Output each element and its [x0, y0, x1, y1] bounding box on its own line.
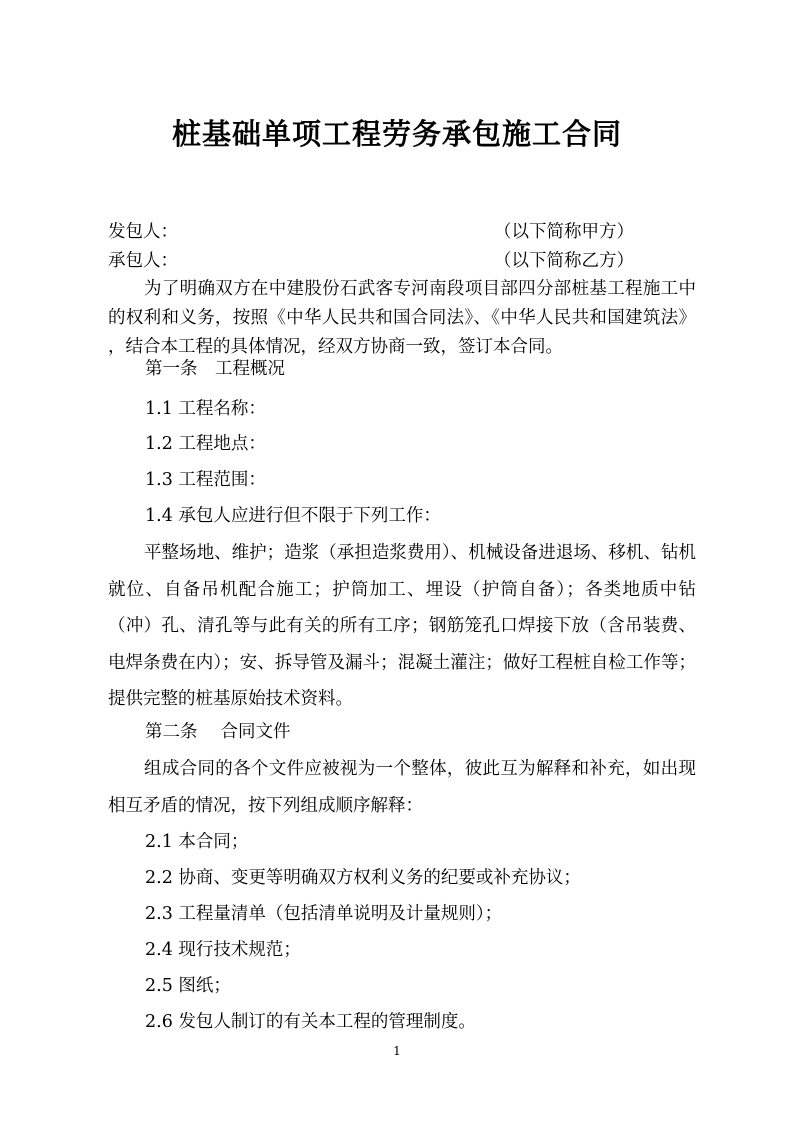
article2-item-1: 2.1 本合同； — [145, 832, 249, 852]
contractor-label: 承包人： — [108, 251, 178, 271]
contractor-alias: （以下简称乙方） — [494, 251, 634, 271]
employer-alias: （以下简称甲方） — [494, 222, 634, 242]
page-number: 1 — [393, 1044, 401, 1058]
article1-heading: 第一条 工程概况 — [145, 359, 285, 379]
article2-item-4: 2.4 现行技术规范； — [145, 940, 301, 960]
article2-item-2: 2.2 协商、变更等明确双方权利义务的纪要或补充协议； — [145, 868, 581, 888]
article1-item-2: 1.2 工程地点： — [145, 434, 266, 454]
article2-item-5: 2.5 图纸； — [145, 976, 231, 996]
intro-paragraph: 为了明确双方在中建股份石武客专河南段项目部四分部桩基工程施工中的权利和义务，按照《中华人民共和国合同法》、《中华人民共和国建筑法》 ，结合本工程的具体情况，经双方协商一致，签订本合同。 — [108, 279, 696, 357]
article2-item-3: 2.3 工程量清单（包括清单说明及计量规则）； — [145, 904, 503, 924]
article1-item-1: 1.1 工程名称： — [145, 399, 266, 419]
document-title: 桩基础单项工程劳务承包施工合同 — [171, 117, 622, 151]
article2-item-6: 2.6 发包人制订的有关本工程的管理制度。 — [145, 1012, 476, 1032]
employer-label: 发包人： — [108, 222, 178, 242]
article2-intro-paragraph: 组成合同的各个文件应被视为一个整体，彼此互为解释和补充，如出现相互矛盾的情况，按下列组成顺序解释： — [108, 759, 696, 816]
work-scope-paragraph: 平整场地、维护；造浆（承担造浆费用）、机械设备进退场、移机、钻机就位、自备吊机配合施工；护筒加工、埋设（护筒自备）；各类地质中钻（冲）孔、清孔等与此有关的所有工序；钢筋笼孔口焊接下放（含吊装费、电焊条费在内）；安、拆导管及漏斗；混凝土灌注；做好工程桩自检工作等；提供完整的桩基原始技术资料。 — [108, 543, 696, 710]
employer-row — [108, 218, 694, 246]
article2-heading: 第二条 合同文件 — [145, 722, 291, 742]
article1-item-3: 1.3 工程范围： — [145, 470, 266, 490]
contractor-row — [108, 247, 694, 275]
article1-item-4: 1.4 承包人应进行但不限于下列工作： — [145, 506, 441, 526]
